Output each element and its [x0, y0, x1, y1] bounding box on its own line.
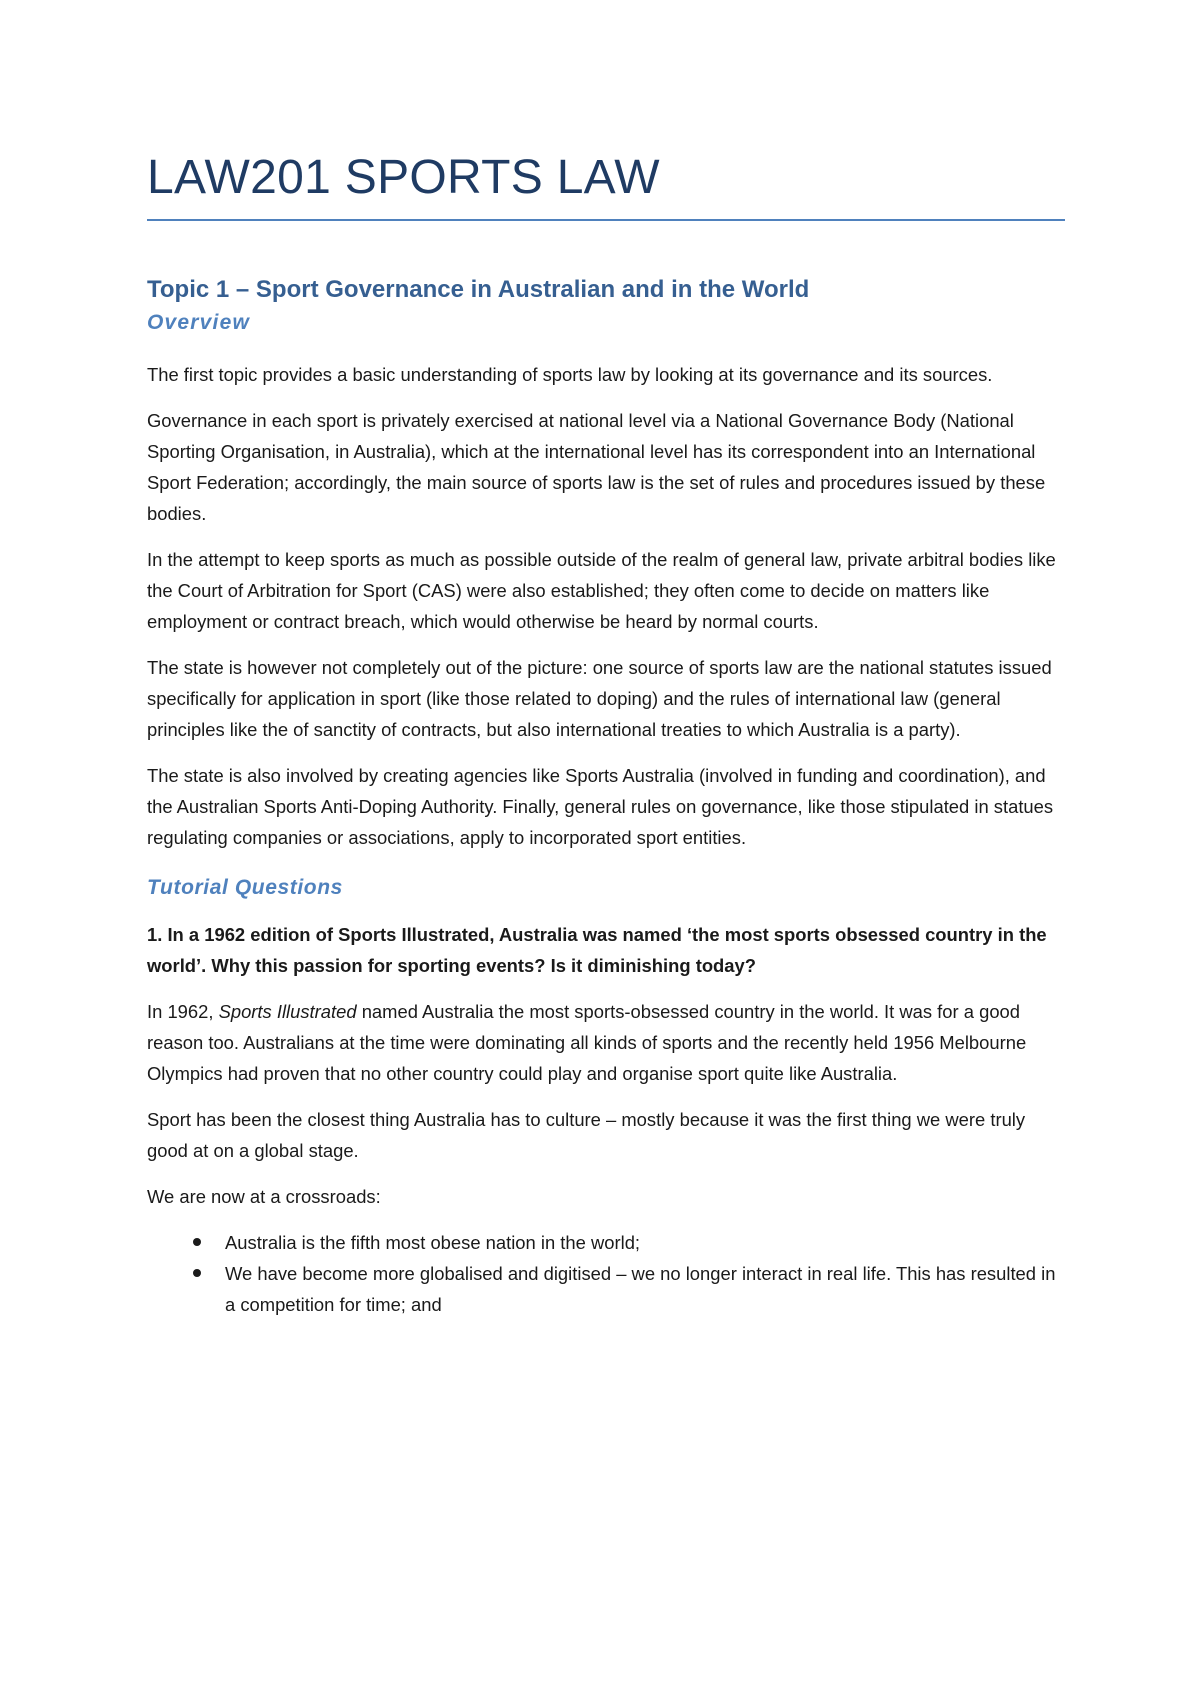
- publication-title: Sports Illustrated: [218, 1001, 357, 1022]
- topic-heading: Topic 1 – Sport Governance in Australian and in the World: [147, 276, 810, 303]
- overview-paragraph-1: The first topic provides a basic understanding of sports law by looking at its governance and its sources.: [147, 364, 993, 385]
- answer-paragraph-3: We are now at a crossroads:: [147, 1186, 381, 1207]
- crossroads-bullet-list: [147, 1227, 1067, 1320]
- bullet-icon: [193, 1238, 201, 1246]
- list-item: [147, 1227, 1067, 1258]
- overview-paragraph-5: The state is also involved by creating agencies like Sports Australia (involved in funding and coordination), and the Australian Sports Anti-Doping Authority. Finally, general rules on governance, like those stipulated in statues regulating companies or associations, apply to incorporated sport entities.: [147, 765, 1054, 848]
- title-underline-rule: [147, 219, 1065, 221]
- overview-paragraph-4: The state is however not completely out of the picture: one source of sports law are the national statutes issued specifically for application in sport (like those related to doping) and the rules of international law (general principles like the of sanctity of contracts, but also international treaties to which Australia is a party).: [147, 657, 1052, 740]
- list-item: [147, 1258, 1067, 1320]
- answer-paragraph-2: Sport has been the closest thing Australia has to culture – mostly because it was the first thing we were truly good at on a global stage.: [147, 1109, 1026, 1161]
- document-title: LAW201 SPORTS LAW: [147, 151, 660, 204]
- list-item-text: We have become more globalised and digitised – we no longer interact in real life. This has resulted in a competition for time; and: [225, 1263, 1056, 1315]
- overview-paragraph-3: In the attempt to keep sports as much as possible outside of the realm of general law, private arbitral bodies like the Court of Arbitration for Sport (CAS) were also established; they often come to decide on matters like employment or contract breach, which would otherwise be heard by normal courts.: [147, 549, 1056, 632]
- overview-heading: Overview: [147, 311, 250, 334]
- list-item-text: Australia is the fifth most obese nation in the world;: [225, 1232, 641, 1253]
- bullet-icon: [193, 1269, 201, 1277]
- tutorial-questions-heading: Tutorial Questions: [147, 876, 343, 899]
- answer-intro-rest: named Australia the most sports-obsessed country in the world. It was for a good reason too. Australians at the time were dominating all kinds of sports and the recently held 1956 Melbourne Olympics had proven that no other country could play and organise sport quite like Australia.: [147, 1001, 1027, 1084]
- tutorial-question-1: 1. In a 1962 edition of Sports Illustrated, Australia was named ‘the most sports obsessed country in the world’. Why this passion for sporting events? Is it diminishing today?: [147, 924, 1047, 976]
- overview-paragraph-2: Governance in each sport is privately exercised at national level via a National Governance Body (National Sporting Organisation, in Australia), which at the international level has its correspondent into an International Sport Federation; accordingly, the main source of sports law is the set of rules and procedures issued by these bodies.: [147, 410, 1046, 524]
- document-body: [147, 150, 1067, 1320]
- answer-intro-prefix: In 1962,: [147, 1001, 219, 1022]
- answer-paragraph-1: [147, 996, 1067, 1089]
